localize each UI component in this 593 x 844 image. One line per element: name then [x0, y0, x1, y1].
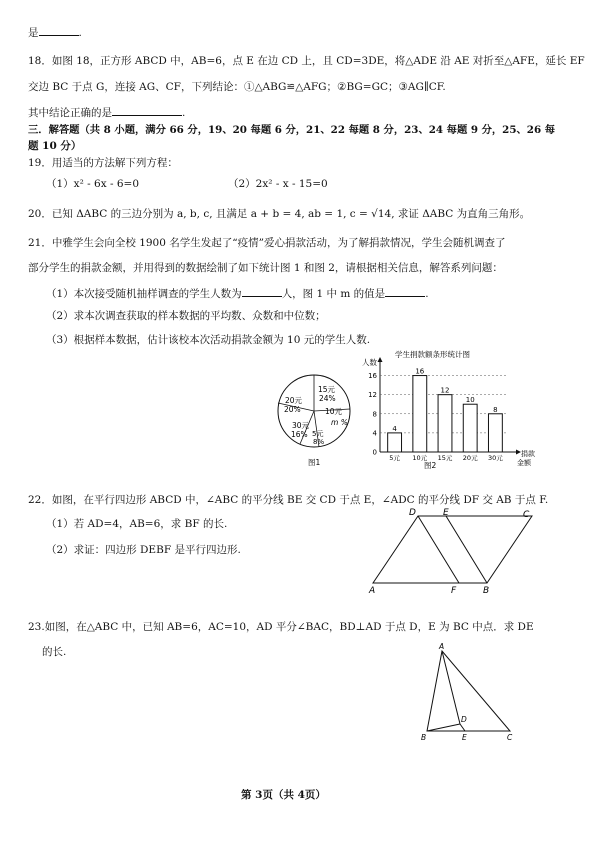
triangle-figure [415, 640, 520, 746]
q18-line3: 其中结论正确的是 . [28, 104, 185, 120]
data-label: 8 [493, 405, 498, 414]
q18-line1: 18．如图 18，正方形 ABCD 中，AB=6，点 E 在边 CD 上，且 CD=3DE，将△ADE 沿 AE 对折至△AFE，延长 EF [28, 55, 585, 67]
q21-part1: （1）本次接受随机抽样调查的学生人数为 人，图 1 中 m 的值是 . [46, 285, 429, 301]
bar [438, 395, 452, 452]
point-label-b: B [483, 586, 490, 596]
bar [413, 376, 427, 452]
answer-blank [112, 104, 182, 116]
top-line-text: 是 [28, 27, 39, 39]
y-tick-label: 0 [372, 448, 377, 457]
pie-label: 5元 [312, 430, 324, 438]
pie-label: 30元 [292, 421, 310, 430]
q18-line2: 交边 BC 于点 G，连接 AG、CF，下列结论：①△ABG≌△AFG；②BG=GC；③AG∥CF. [28, 81, 446, 93]
y-axis-label: 人数 [362, 358, 377, 367]
parallelogram-figure [365, 507, 550, 597]
point-label-d: D [409, 508, 416, 518]
bar [388, 433, 402, 452]
pie-caption: 图1 [308, 458, 321, 467]
segment-be [446, 516, 487, 583]
chart-title: 学生捐款额条形统计图 [395, 350, 470, 359]
answer-blank [385, 285, 425, 297]
q19-stem: 19．用适当的方法解下列方程： [28, 157, 178, 169]
point-label-c: C [523, 510, 530, 520]
data-label: 12 [440, 386, 450, 395]
answer-blank [39, 24, 79, 36]
pie-label: 20% [284, 405, 301, 414]
point-label-a: A [439, 642, 445, 651]
pie-chart [275, 370, 355, 470]
y-tick-label: 12 [368, 391, 377, 400]
x-tick-label: 5元 [389, 454, 400, 462]
data-label: 4 [392, 424, 397, 433]
bar [463, 404, 477, 452]
q23-line1: 23.如图，在△ABC 中，已知 AB=6，AC=10，AD 平分∠BAC，BD⊥AD 于点 D，E 为 BC 中点．求 DE [28, 621, 534, 633]
data-label: 10 [465, 396, 475, 405]
q19-part1: （1）x² - 6x - 6=0 [46, 178, 140, 190]
q22-stem: 22．如图，在平行四边形 ABCD 中，∠ABC 的平分线 BE 交 CD 于点 E，∠ADC 的平分线 DF 交 AB 于点 F. [28, 494, 549, 506]
chart-caption: 图2 [424, 461, 437, 470]
triangle-abc [427, 651, 510, 731]
q21-part2: （2）求本次调查获取的样本数据的平均数、众数和中位数； [46, 310, 326, 322]
y-tick-label: 16 [368, 372, 377, 381]
x-tick-label: 15元 [437, 454, 453, 462]
point-label-a: A [369, 586, 376, 596]
section3-line2: 题 10 分） [28, 140, 82, 152]
bar [488, 414, 502, 452]
segment-de [460, 724, 465, 731]
top-line: 是 . [28, 24, 82, 40]
x-tick-label: 10元 [412, 454, 428, 462]
q23-line2: 的长. [42, 646, 67, 658]
pie-label: 24% [319, 394, 336, 403]
point-label-b: B [421, 733, 427, 742]
pie-label: 10元 [325, 407, 343, 416]
data-label: 16 [415, 367, 425, 376]
pie-label: 16% [291, 430, 308, 439]
point-label-f: F [451, 586, 457, 596]
pie-label: 15元 [318, 385, 336, 394]
bar-chart [360, 348, 550, 472]
q21-line1: 21．中雅学生会向全校 1900 名学生发起了“疫情”爱心捐款活动，为了解捐款情况，学生会随机调查了 [28, 237, 506, 249]
y-axis-arrow [378, 357, 383, 362]
point-label-e: E [443, 508, 449, 518]
q22-part1: （1）若 AD=4，AB=6，求 BF 的长. [46, 518, 228, 530]
x-tick-label: 30元 [488, 454, 503, 462]
q21-part3: （3）根据样本数据，估计该校本次活动捐款金额为 10 元的学生人数. [46, 334, 371, 346]
q20-text: 20．已知 ΔABC 的三边分别为 a, b, c, 且满足 a + b = 4, ab = 1, c = √14, 求证 ΔABC 为直角三角形。 [28, 208, 531, 220]
point-label-c: C [507, 733, 513, 742]
answer-blank [242, 285, 282, 297]
pie-label: m % [331, 418, 348, 427]
segment-df [418, 516, 459, 583]
page-footer: 第 3页（共 4页） [241, 789, 326, 801]
pie-label: 20元 [285, 396, 303, 405]
y-tick-label: 8 [372, 410, 377, 419]
segment-bd [427, 724, 460, 731]
x-axis-label: 金额 [517, 459, 531, 467]
y-tick-label: 4 [372, 429, 377, 438]
x-axis-label: 捐款 [521, 450, 535, 458]
q22-part2: （2）求证：四边形 DEBF 是平行四边形. [46, 544, 241, 556]
q21-line2: 部分学生的捐款金额，并用得到的数据绘制了如下统计图 1 和图 2，请根据相关信息，解答系列问题： [28, 262, 503, 274]
q19-part2: （2）2x² - x - 15=0 [228, 178, 328, 190]
point-label-d: D [461, 715, 467, 724]
section3-line1: 三．解答题（共 8 小题，满分 66 分，19、20 每题 6 分，21、22 每题 8 分，23、24 每题 9 分，25、26 每 [28, 124, 556, 136]
point-label-e: E [462, 733, 467, 742]
x-tick-label: 20元 [462, 454, 478, 462]
pie-label: 8% [313, 438, 325, 446]
